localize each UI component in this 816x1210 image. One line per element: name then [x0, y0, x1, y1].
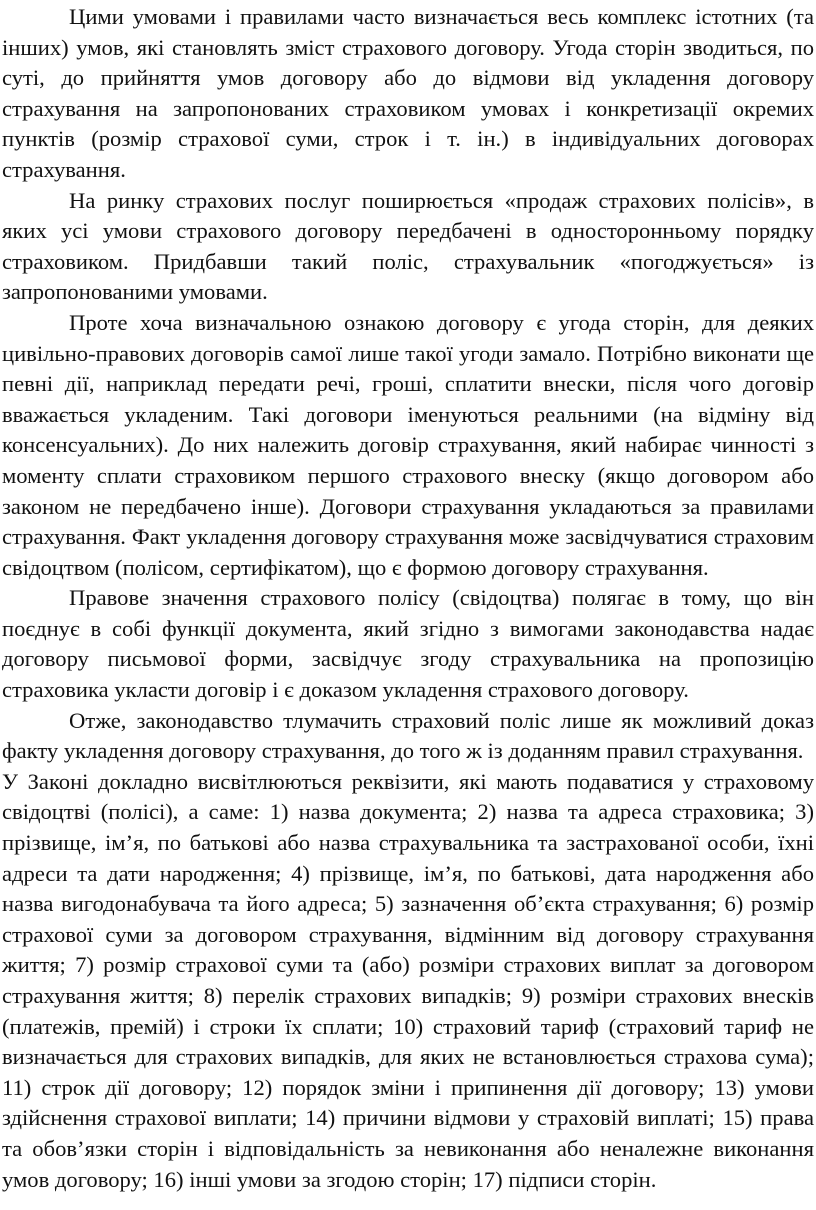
paragraph-policy-legal-meaning: Правове значення страхового полісу (свідоцтва) полягає в тому, що він поєднує в собі функції документа, який згідно з вимогами законодавства надає договору письмової форми, засвідчує згоду страхувальника на пропозицію страховика укласти договір і є доказом укладення страхового договору. — [2, 585, 814, 703]
paragraph-real-contracts: Проте хоча визначальною ознакою договору є угода сторін, для деяких цивільно-правових договорів самої лише такої угоди замало. Потрібно виконати ще певні дії, наприклад передати речі, гроші, сплатити внески, після чого договір вважається укладеним. Такі договори іменуються реальними (на відміну від консенсуальних). До них належить договір страхування, який набирає чинності з моменту сплати страховиком першого страхового внеску (якщо договором або законом не передбачено інше). Договори страхування укладаються за правилами страхування. Факт укладення договору страхування може засвідчуватися страховим свідоцтвом (полісом, сертифікатом), що є формою договору страхування. — [2, 309, 814, 580]
paragraph-contract-terms: Цими умовами і правилами часто визначається весь комплекс істотних (та інших) умов, які становлять зміст страхового договору. Угода сторін зводиться, по суті, до прийняття умов договору або до відмови від укладення договору страхування на запропонованих страховиком умовах і конкретизації окремих пунктів (розмір страхової суми, строк і т. ін.) в індивідуальних договорах страхування. — [2, 4, 814, 182]
paragraph-policy-as-proof: Отже, законодавство тлумачить страховий поліс лише як можливий доказ факту укладення договору страхування, до того ж із доданням правил страхування. — [2, 707, 814, 764]
paragraph-policy-sales: На ринку страхових послуг поширюється «продаж страхових полісів», в яких усі умови страхового договору передбачені в односторонньому порядку страховиком. Придбавши такий поліс, страхувальник «погоджується» із запропонованими умовами. — [2, 187, 814, 305]
paragraph-policy-requisites: У Законі докладно висвітлюються реквізити, які мають подаватися у страховому свідоцтві (полісі), а саме: 1) назва документа; 2) назва та адреса страховика; 3) прізвище, ім’я, по батькові або назва страхувальника та застрахованої особи, їхні адреси та дати народження; 4) прізвище, ім’я, по батькові, дата народження або назва вигодонабувача та його адреса; 5) зазначення об’єкта страхування; 6) розмір страхової суми за договором страхування, відмінним від договору страхування життя; 7) розмір страхової суми та (або) розміри страхових виплат за договором страхування життя; 8) перелік страхових випадків; 9) розміри страхових внесків (платежів, премій) і строки їх сплати; 10) страховий тариф (страховий тариф не визначається для страхових випадків, для яких не встановлюється страхова сума); 11) строк дії договору; 12) порядок зміни і припинення дії договору; 13) умови здійснення страхової виплати; 14) причини відмови у страховій виплаті; 15) права та обов’язки сторін і відповідальність за невиконання або неналежне виконання умов договору; 16) інші умови за згодою сторін; 17) підписи сторін. — [2, 768, 814, 1192]
